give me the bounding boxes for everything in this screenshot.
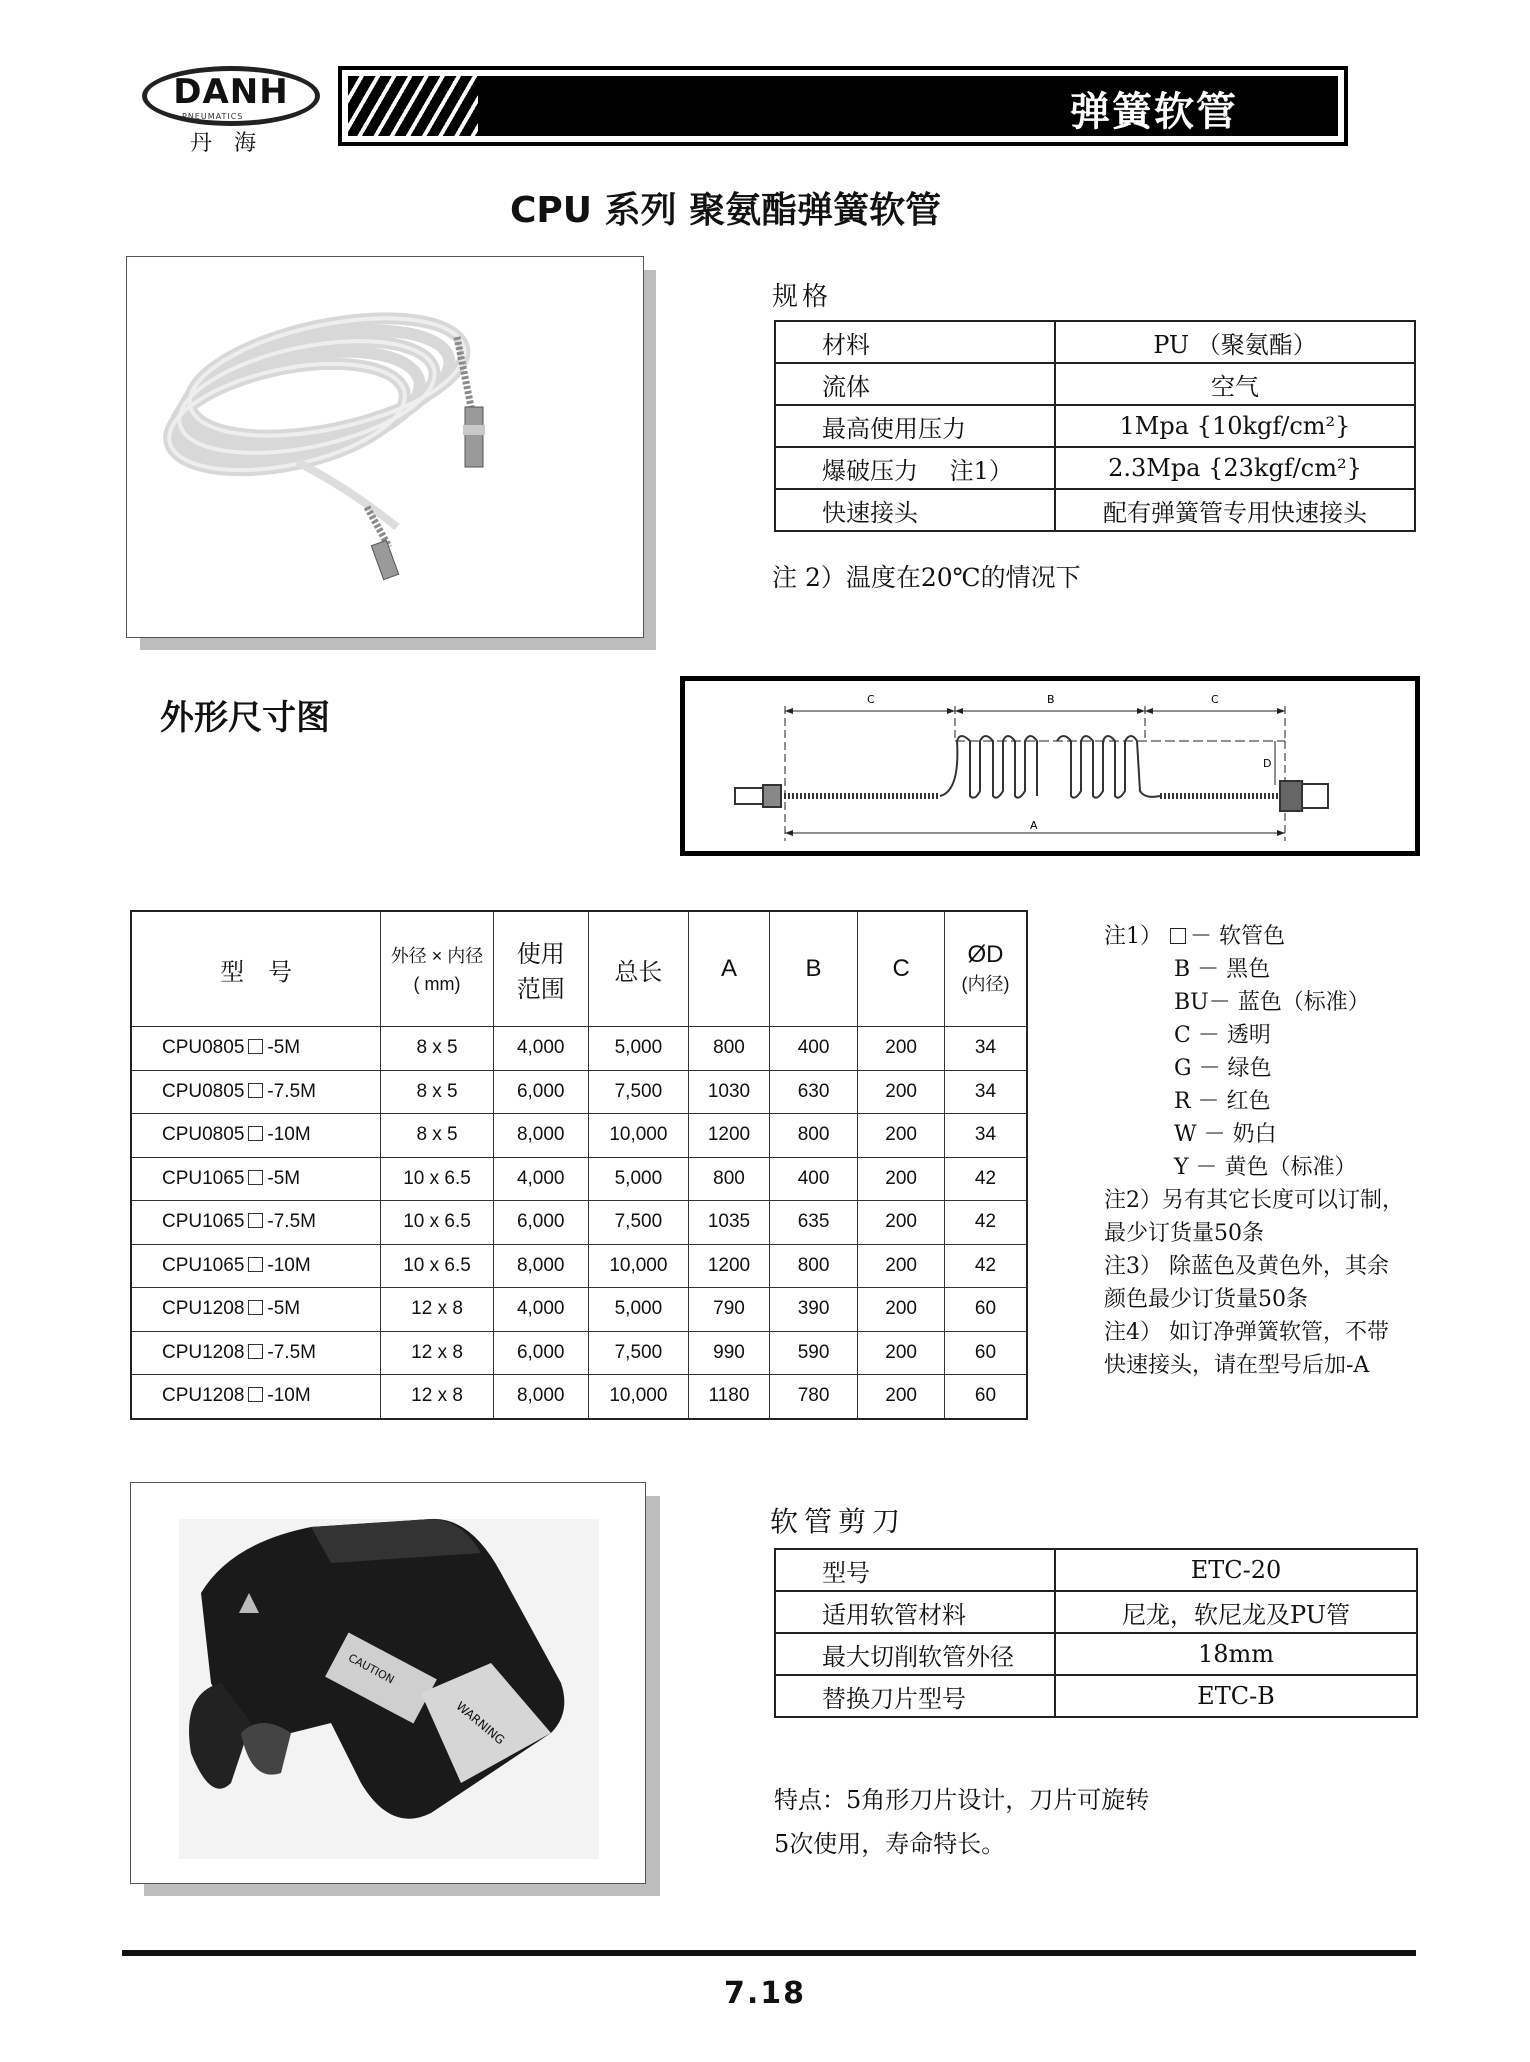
cell-b: 780 (769, 1375, 858, 1419)
model-suffix: -10M (267, 1124, 311, 1146)
cell-size: 10 x 6.5 (381, 1244, 494, 1288)
dimension-title: 外形尺寸图 (160, 698, 330, 738)
cell-size: 12 x 8 (381, 1288, 494, 1332)
cell-b: 800 (769, 1244, 858, 1288)
cutter-label: 软管剪刀 (770, 1505, 907, 1538)
cell-total: 7,500 (588, 1070, 689, 1114)
table-row (131, 1070, 1027, 1114)
note-2-line1: 注2）另有其它长度可以订制， (1104, 1188, 1404, 1213)
cutter-value: 尼龙，软尼龙及PU管 (1055, 1591, 1417, 1633)
cell-d: 34 (944, 1070, 1027, 1114)
page-number: 7.18 (723, 1976, 807, 2011)
cutter-row (775, 1549, 1417, 1591)
feature-line1: 特点：5角形刀片设计，刀片可旋转 (774, 1786, 1150, 1814)
cutter-value: 18mm (1055, 1633, 1417, 1675)
cutter-row (775, 1675, 1417, 1717)
cell-c: 200 (858, 1157, 945, 1201)
banner-title: 弹簧软管 (1070, 89, 1238, 135)
color-code: R － 红色 (1174, 1089, 1271, 1114)
spec-table (774, 320, 1416, 532)
col-header-total: 总长 (588, 911, 689, 1027)
cell-d: 60 (944, 1375, 1027, 1419)
warning-label: WARNING (453, 1698, 508, 1748)
spec-value: 1Mpa {10kgf/cm²} (1055, 405, 1415, 447)
color-code: C － 透明 (1174, 1023, 1271, 1048)
dim-label-c2: C (1211, 693, 1219, 706)
table-row (131, 1331, 1027, 1375)
spec-row (775, 447, 1415, 489)
feature-line2: 5次使用，寿命特长。 (774, 1830, 1006, 1858)
cell-total: 7,500 (588, 1331, 689, 1375)
model-table-body (131, 1027, 1027, 1419)
cell-a: 1200 (689, 1114, 770, 1158)
cell-c: 200 (858, 1244, 945, 1288)
col-header-d (944, 911, 1027, 1027)
cell-model (131, 1375, 381, 1419)
cell-a: 990 (689, 1331, 770, 1375)
cell-range: 8,000 (493, 1114, 588, 1158)
cell-model (131, 1070, 381, 1114)
model-table (130, 910, 1028, 1420)
coiled-hose-image (127, 257, 643, 637)
color-code: B － 黑色 (1174, 957, 1271, 982)
color-placeholder-square (248, 1213, 263, 1228)
col-header-model: 型 号 (131, 911, 381, 1027)
table-row (131, 1244, 1027, 1288)
cell-model (131, 1157, 381, 1201)
spec-row (775, 321, 1415, 363)
color-code: BU－ 蓝色（标准） (1174, 990, 1370, 1015)
note-1-text: － 软管色 (1190, 924, 1285, 949)
model-prefix: CPU1065 (162, 1254, 245, 1276)
col-header-size-line1: 外径 × 内径 (390, 946, 484, 966)
model-suffix: -10M (267, 1254, 311, 1276)
cell-size: 8 x 5 (381, 1070, 494, 1114)
cell-a: 1030 (689, 1070, 770, 1114)
cutter-features (774, 1778, 1149, 1866)
spec-key: 快速接头 (775, 489, 1055, 531)
cutter-key: 型号 (775, 1549, 1055, 1591)
cell-model (131, 1027, 381, 1071)
cutter-spec-table (774, 1548, 1418, 1718)
model-prefix: CPU0805 (162, 1080, 245, 1102)
notes-block (1104, 920, 1434, 1382)
note-4-line1: 注4） 如订净弹簧软管，不带 (1104, 1320, 1389, 1345)
col-header-size-line2: ( mm) (413, 974, 461, 994)
col-header-size (381, 911, 494, 1027)
table-row (131, 1027, 1027, 1071)
color-code: Y － 黄色（标准） (1174, 1155, 1357, 1180)
cell-total: 7,500 (588, 1201, 689, 1245)
cutter-key: 适用软管材料 (775, 1591, 1055, 1633)
cell-range: 6,000 (493, 1070, 588, 1114)
color-placeholder-square (1170, 928, 1186, 944)
cell-total: 10,000 (588, 1114, 689, 1158)
note-3-line2: 颜色最少订货量50条 (1104, 1287, 1308, 1312)
spec-row (775, 489, 1415, 531)
cutter-row (775, 1633, 1417, 1675)
dim-label-d: D (1263, 757, 1272, 770)
col-header-range-line2: 范围 (516, 976, 565, 1003)
col-header-b: B (769, 911, 858, 1027)
cell-size: 8 x 5 (381, 1114, 494, 1158)
cell-d: 60 (944, 1331, 1027, 1375)
cell-size: 12 x 8 (381, 1375, 494, 1419)
header-banner (338, 66, 1348, 146)
cell-range: 6,000 (493, 1331, 588, 1375)
color-placeholder-square (248, 1344, 263, 1359)
model-suffix: -5M (267, 1167, 301, 1189)
spec-value: 2.3Mpa {23kgf/cm²} (1055, 447, 1415, 489)
color-placeholder-square (248, 1126, 263, 1141)
cell-total: 5,000 (588, 1157, 689, 1201)
table-row (131, 1288, 1027, 1332)
cell-c: 200 (858, 1070, 945, 1114)
model-suffix: -7.5M (267, 1080, 316, 1102)
logo-subtext: PNEUMATICS (182, 112, 244, 121)
logo-chinese-name: 丹海 (190, 131, 279, 156)
table-row (131, 1114, 1027, 1158)
cell-b: 635 (769, 1201, 858, 1245)
cell-a: 1180 (689, 1375, 770, 1419)
cutter-value: ETC-20 (1055, 1549, 1417, 1591)
cell-b: 400 (769, 1157, 858, 1201)
model-suffix: -7.5M (267, 1211, 316, 1233)
cell-size: 10 x 6.5 (381, 1157, 494, 1201)
brand-logo (142, 66, 322, 158)
cutter-row (775, 1591, 1417, 1633)
hose-dimension-drawing (685, 681, 1415, 851)
table-header-row (131, 911, 1027, 1027)
cell-a: 1035 (689, 1201, 770, 1245)
cell-range: 8,000 (493, 1244, 588, 1288)
note-1-prefix: 注1） (1104, 924, 1162, 949)
section-title: CPU 系列 聚氨酯弹簧软管 (510, 190, 942, 231)
cell-range: 4,000 (493, 1027, 588, 1071)
cell-total: 10,000 (588, 1244, 689, 1288)
note-1 (1104, 920, 1434, 953)
cell-model (131, 1114, 381, 1158)
cell-range: 8,000 (493, 1375, 588, 1419)
model-suffix: -5M (267, 1298, 301, 1320)
cell-d: 42 (944, 1201, 1027, 1245)
spec-note: 注 2）温度在20℃的情况下 (772, 563, 1081, 592)
dimension-diagram (680, 676, 1420, 856)
hose-cutter-image (131, 1483, 645, 1883)
cell-b: 400 (769, 1027, 858, 1071)
cutter-value: ETC-B (1055, 1675, 1417, 1717)
col-header-d-line1: ØD (967, 941, 1004, 968)
cell-model (131, 1288, 381, 1332)
model-prefix: CPU1065 (162, 1167, 245, 1189)
cell-d: 34 (944, 1114, 1027, 1158)
dim-label-a: A (1030, 819, 1038, 832)
dim-label-c1: C (867, 693, 875, 706)
cell-range: 4,000 (493, 1288, 588, 1332)
caution-label: CAUTION (346, 1651, 397, 1687)
col-header-range (493, 911, 588, 1027)
model-suffix: -7.5M (267, 1341, 316, 1363)
logo-wordmark: DANH (173, 72, 289, 112)
cutter-key: 替换刀片型号 (775, 1675, 1055, 1717)
spec-key: 爆破压力 注1） (775, 447, 1055, 489)
col-header-a: A (689, 911, 770, 1027)
cell-size: 12 x 8 (381, 1331, 494, 1375)
cell-c: 200 (858, 1201, 945, 1245)
cell-b: 800 (769, 1114, 858, 1158)
model-prefix: CPU0805 (162, 1037, 245, 1059)
color-placeholder-square (248, 1083, 263, 1098)
cell-b: 590 (769, 1331, 858, 1375)
col-header-d-line2: (内径) (961, 974, 1010, 994)
model-prefix: CPU0805 (162, 1124, 245, 1146)
cell-a: 790 (689, 1288, 770, 1332)
spec-value: 配有弹簧管专用快速接头 (1055, 489, 1415, 531)
cell-range: 4,000 (493, 1157, 588, 1201)
spec-key: 流体 (775, 363, 1055, 405)
cell-model (131, 1244, 381, 1288)
cell-range: 6,000 (493, 1201, 588, 1245)
color-placeholder-square (248, 1039, 263, 1054)
cutter-photo (130, 1482, 646, 1884)
cell-b: 630 (769, 1070, 858, 1114)
model-prefix: CPU1065 (162, 1211, 245, 1233)
cell-total: 10,000 (588, 1375, 689, 1419)
hose-photo (126, 256, 644, 638)
cell-c: 200 (858, 1027, 945, 1071)
spec-row (775, 405, 1415, 447)
cell-model (131, 1201, 381, 1245)
table-row (131, 1157, 1027, 1201)
note-2-line2: 最少订货量50条 (1104, 1221, 1264, 1246)
spec-key: 最高使用压力 (775, 405, 1055, 447)
cell-total: 5,000 (588, 1027, 689, 1071)
model-prefix: CPU1208 (162, 1341, 245, 1363)
color-placeholder-square (248, 1300, 263, 1315)
cell-d: 34 (944, 1027, 1027, 1071)
footer-rule (122, 1950, 1416, 1956)
color-code: G － 绿色 (1174, 1056, 1272, 1081)
spec-key: 材料 (775, 321, 1055, 363)
cell-size: 10 x 6.5 (381, 1201, 494, 1245)
model-suffix: -10M (267, 1385, 311, 1407)
table-row (131, 1375, 1027, 1419)
cell-c: 200 (858, 1288, 945, 1332)
note-3-line1: 注3） 除蓝色及黄色外，其余 (1104, 1254, 1389, 1279)
banner-stripes (348, 76, 478, 136)
spec-label: 规格 (772, 282, 833, 312)
cell-total: 5,000 (588, 1288, 689, 1332)
cell-d: 42 (944, 1244, 1027, 1288)
model-suffix: -5M (267, 1037, 301, 1059)
cell-a: 800 (689, 1157, 770, 1201)
cell-model (131, 1331, 381, 1375)
model-prefix: CPU1208 (162, 1385, 245, 1407)
color-placeholder-square (248, 1170, 263, 1185)
cell-d: 42 (944, 1157, 1027, 1201)
spec-value: PU （聚氨酯） (1055, 321, 1415, 363)
cell-d: 60 (944, 1288, 1027, 1332)
col-header-range-line1: 使用 (516, 941, 565, 968)
col-header-c: C (858, 911, 945, 1027)
cell-b: 390 (769, 1288, 858, 1332)
dim-label-b: B (1047, 693, 1055, 706)
cell-a: 1200 (689, 1244, 770, 1288)
spec-value: 空气 (1055, 363, 1415, 405)
color-code: W － 奶白 (1174, 1122, 1277, 1147)
color-placeholder-square (248, 1387, 263, 1402)
cell-size: 8 x 5 (381, 1027, 494, 1071)
model-prefix: CPU1208 (162, 1298, 245, 1320)
cell-c: 200 (858, 1375, 945, 1419)
color-placeholder-square (248, 1257, 263, 1272)
spec-row (775, 363, 1415, 405)
cutter-key: 最大切削软管外径 (775, 1633, 1055, 1675)
table-row (131, 1201, 1027, 1245)
cell-c: 200 (858, 1114, 945, 1158)
cell-c: 200 (858, 1331, 945, 1375)
banner-fill (348, 76, 1338, 136)
note-4-line2: 快速接头，请在型号后加-A (1104, 1353, 1370, 1378)
cell-a: 800 (689, 1027, 770, 1071)
